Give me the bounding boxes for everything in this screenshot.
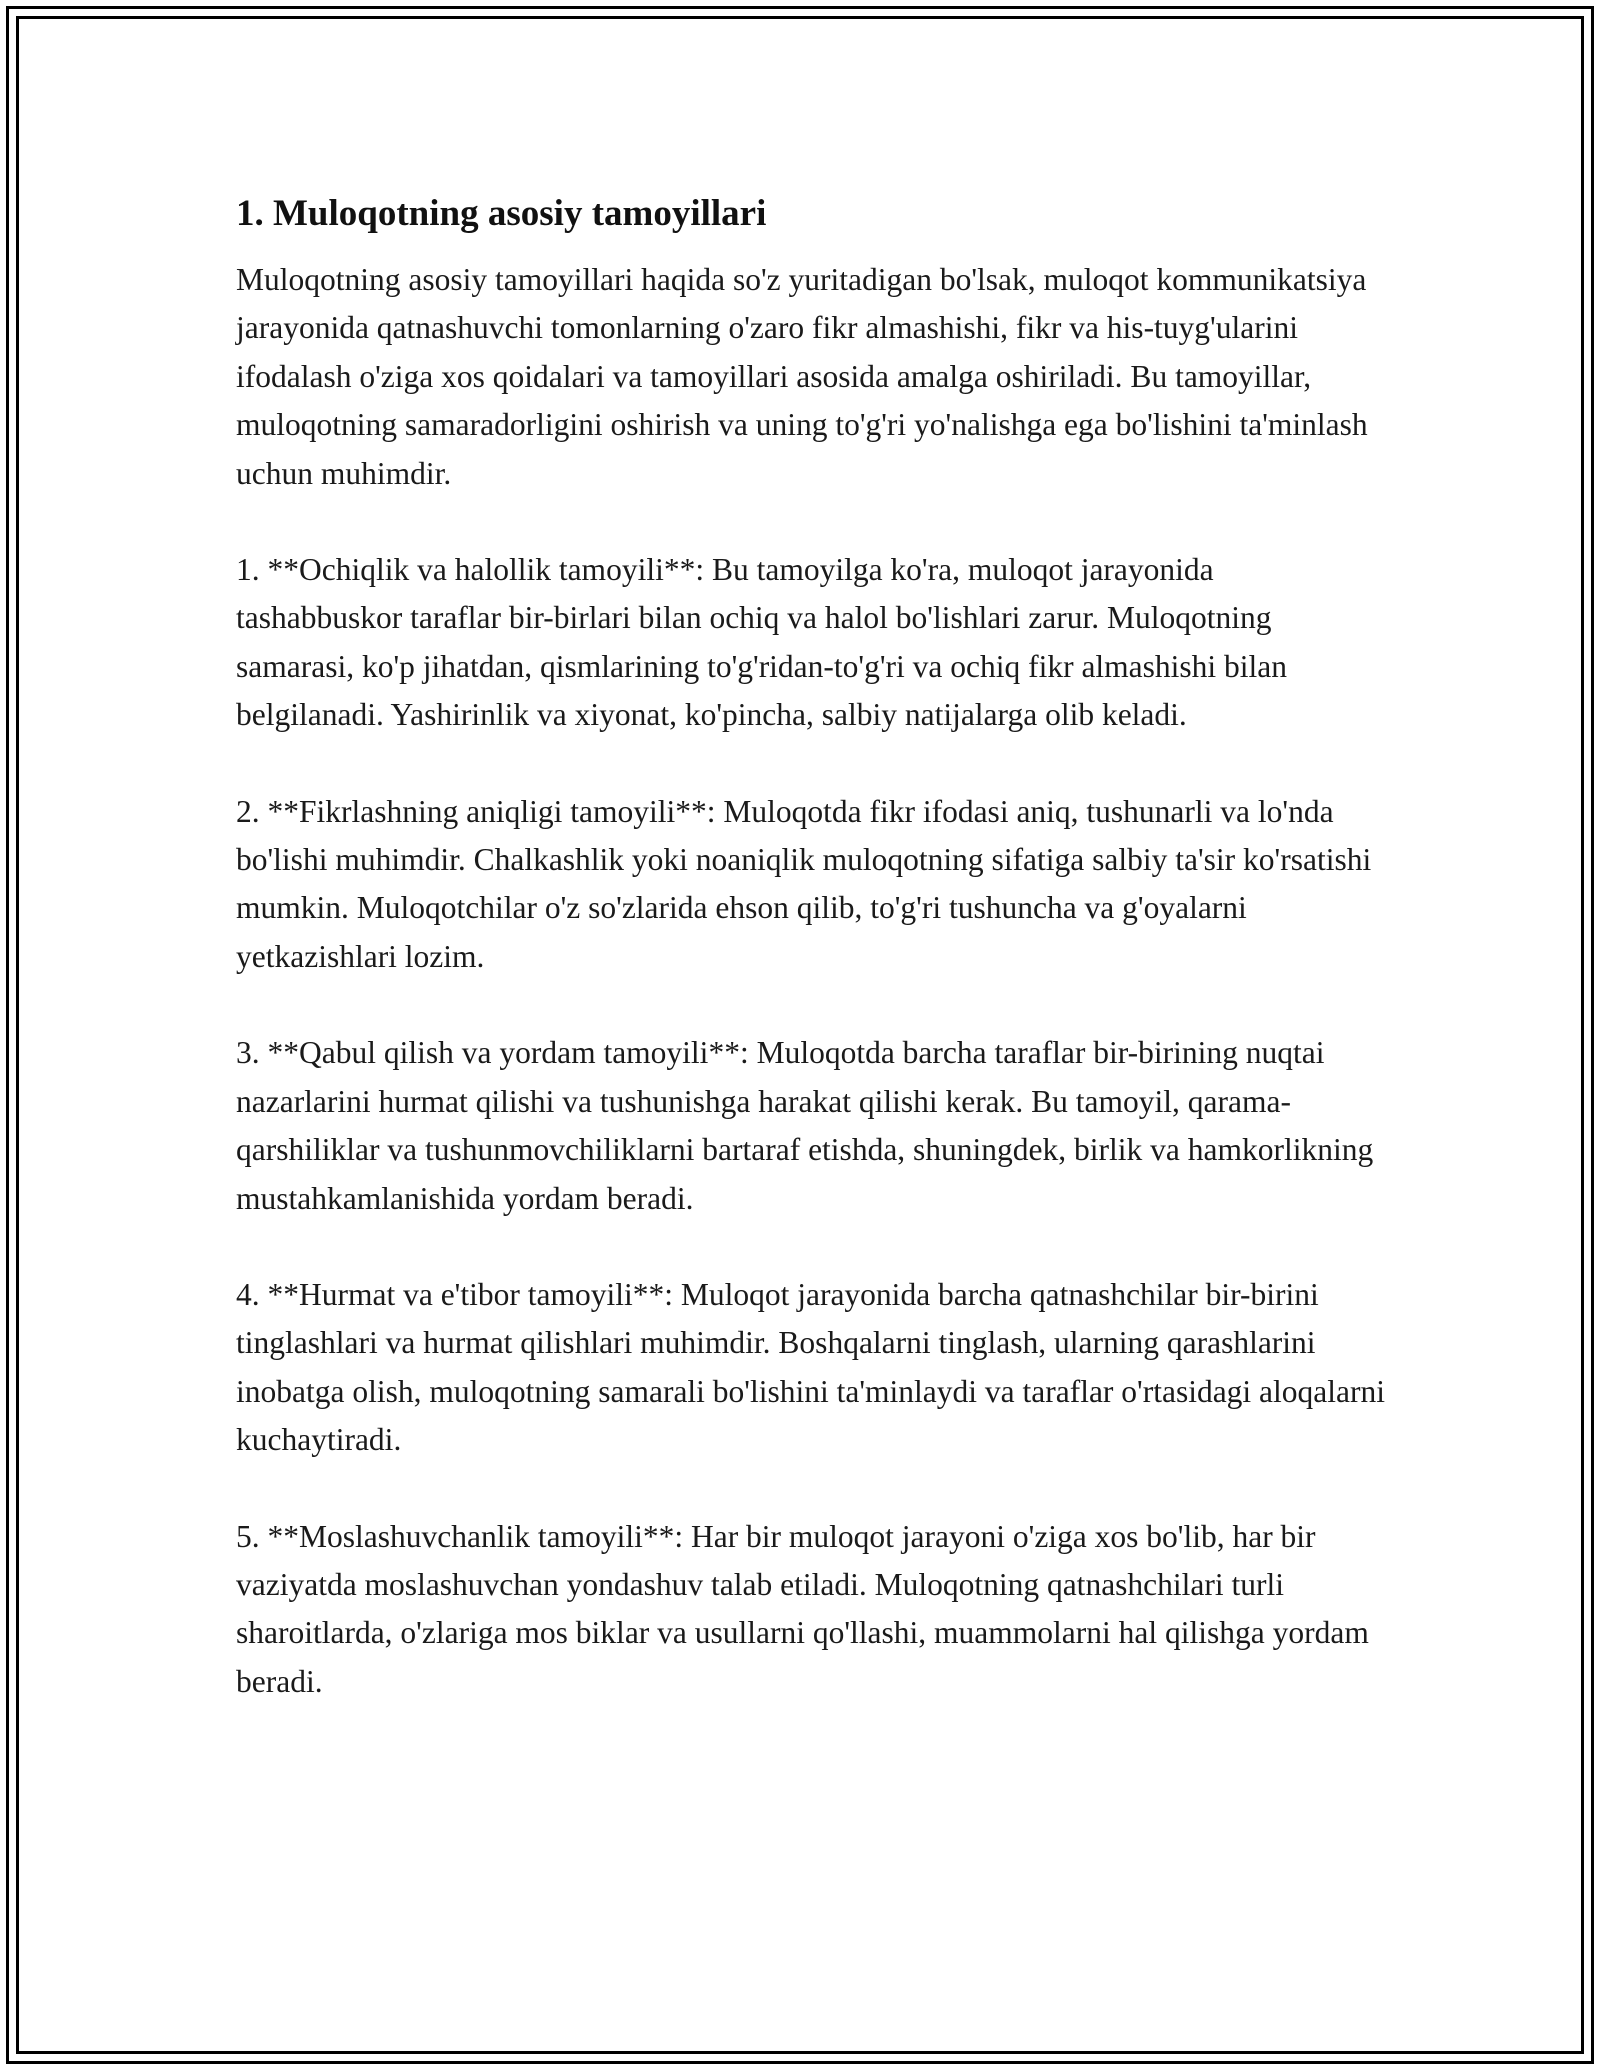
principle-4-paragraph: 4. **Hurmat va e'tibor tamoyili**: Muloqot jarayonida barcha qatnashchilar bir-birini tinglashlari va hurmat qilishlari muhimdir. Boshqalarni tinglash, ularning qarashlarini inobatga olish, muloqotning samarali bo'lishini ta'minlaydi va taraflar o'rtasidagi aloqalarni kuchaytiradi.: [236, 1276, 1385, 1458]
document-body: [236, 186, 1386, 1754]
document-heading: 1. Muloqotning asosiy tamoyillari: [236, 193, 767, 234]
intro-paragraph: Muloqotning asosiy tamoyillari haqida so'z yuritadigan bo'lsak, muloqot kommunikatsiya jarayonida qatnashuvchi tomonlarning o'zaro fikr almashishi, fikr va his-tuyg'ularini ifodalash o'ziga xos qoidalari va tamoyillari asosida amalga oshiriladi. Bu tamoyillar, muloqotning samaradorligini oshirish va uning to'g'ri yo'nalishga ega bo'lishini ta'minlash uchun muhimdir.: [236, 262, 1368, 491]
principle-3-paragraph: 3. **Qabul qilish va yordam tamoyili**: Muloqotda barcha taraflar bir-birining nuqtai nazarlarini hurmat qilishi va tushunishga harakat qilishi kerak. Bu tamoyil, qarama-qarshiliklar va tushunmovchiliklarni bartaraf etishda, shuningdek, birlik va hamkorlikning mustahkamlanishida yordam beradi.: [236, 1035, 1374, 1216]
principle-5-paragraph: 5. **Moslashuvchanlik tamoyili**: Har bir muloqot jarayoni o'ziga xos bo'lib, har bir vaziyatda moslashuvchan yondashuv talab etiladi. Muloqotning qatnashchilari turli sharoitlarda, o'zlariga mos biklar va usullarni qo'llashi, muammolarni hal qilishga yordam beradi.: [236, 1518, 1369, 1699]
principle-1-paragraph: 1. **Ochiqlik va halollik tamoyili**: Bu tamoyilga ko'ra, muloqot jarayonida tashabbuskor taraflar bir-birlari bilan ochiq va halol bo'lishlari zarur. Muloqotning samarasi, ko'p jihatdan, qismlarining to'g'ridan-to'g'ri va ochiq fikr almashishi bilan belgilanadi. Yashirinlik va xiyonat, ko'pincha, salbiy natijalarga olib keladi.: [236, 552, 1288, 733]
principle-2-paragraph: 2. **Fikrlashning aniqligi tamoyili**: Muloqotda fikr ifodasi aniq, tushunarli va lo'nda bo'lishi muhimdir. Chalkashlik yoki noaniqlik muloqotning sifatiga salbiy ta'sir ko'rsatishi mumkin. Muloqotchilar o'z so'zlarida ehson qilib, to'g'ri tushuncha va g'oyalarni yetkazishlari lozim.: [236, 793, 1372, 974]
